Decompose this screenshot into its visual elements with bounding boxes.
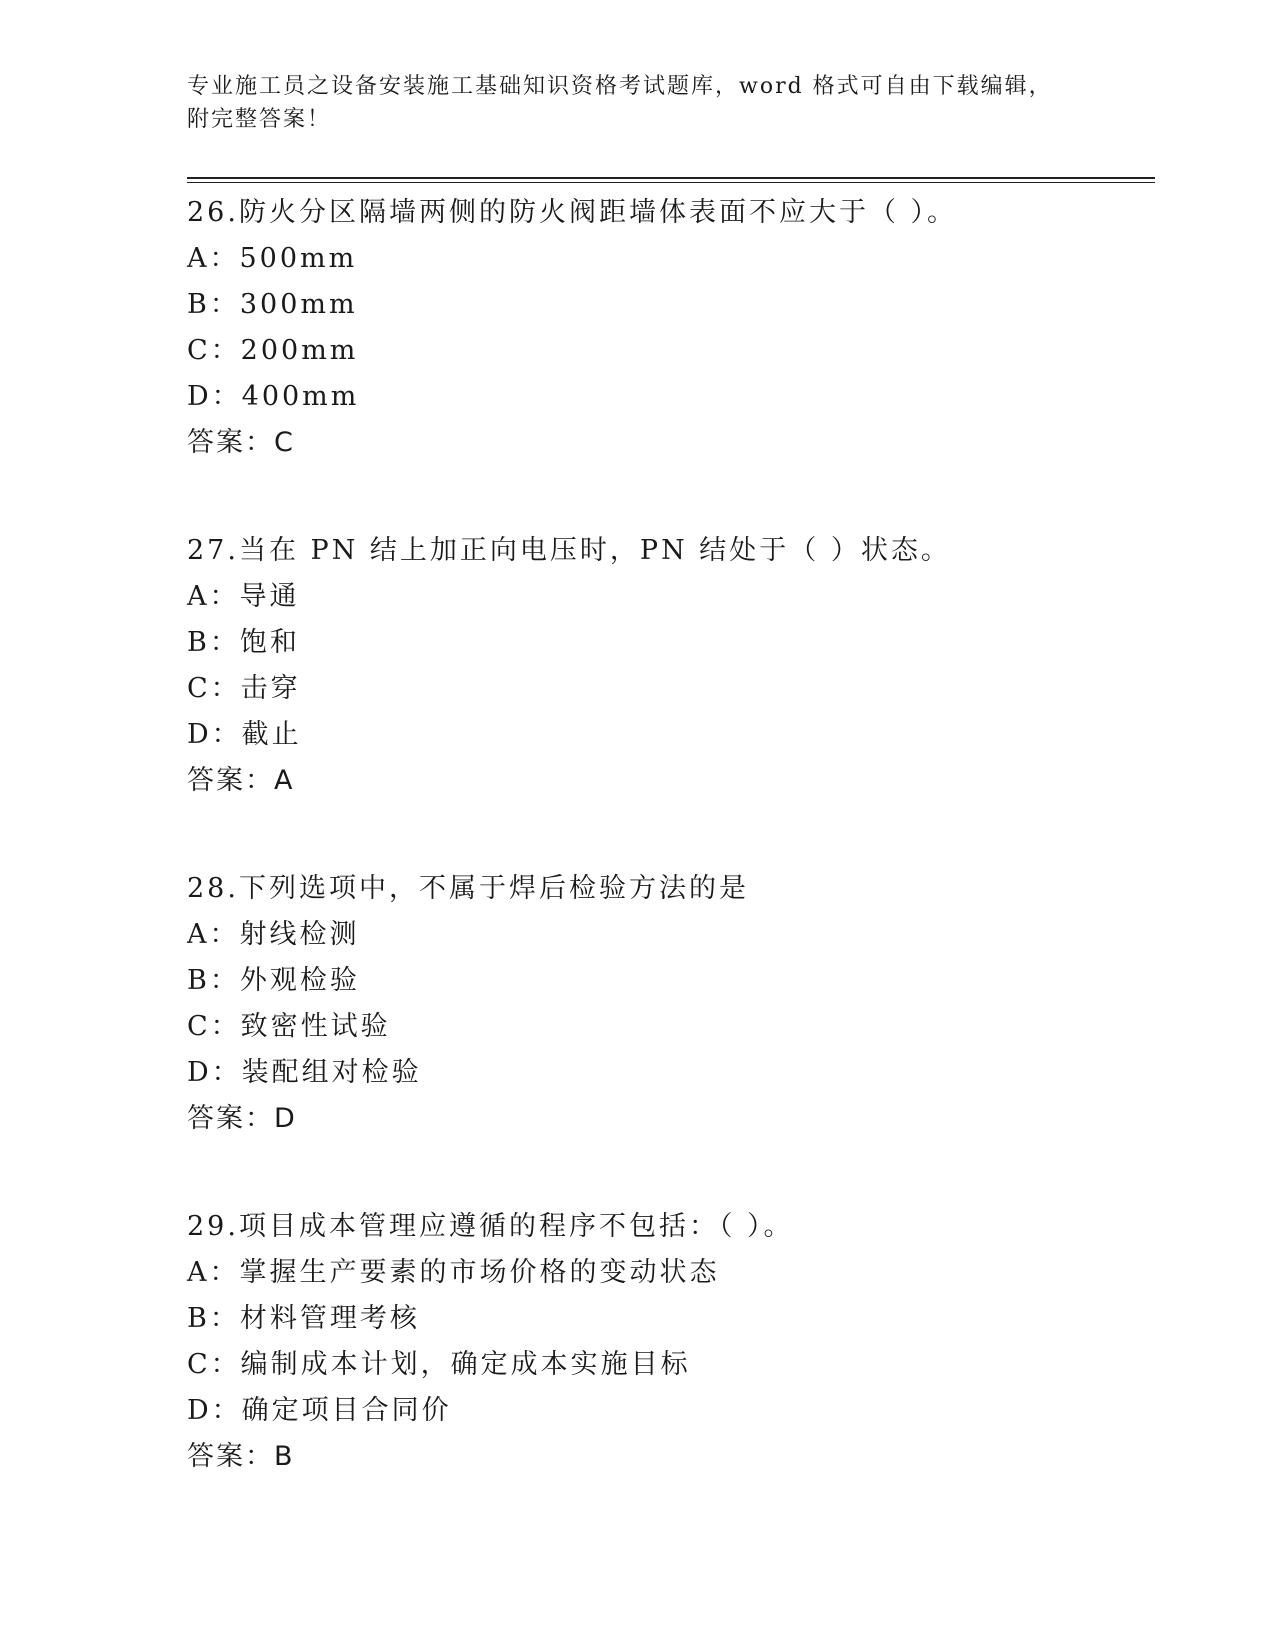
option-d: D：截止	[187, 719, 302, 750]
option-a: A：500mm	[187, 243, 358, 274]
question-29	[187, 1204, 1147, 1480]
option-c: C：致密性试验	[187, 1011, 391, 1042]
question-text: 29.项目成本管理应遵循的程序不包括：（ ）。	[187, 1211, 794, 1242]
option-b: B：300mm	[187, 289, 358, 320]
question-text: 28.下列选项中，不属于焊后检验方法的是	[187, 873, 749, 904]
option-a: A：掌握生产要素的市场价格的变动状态	[187, 1257, 720, 1288]
option-c: C：200mm	[187, 335, 359, 366]
answer: 答案：D	[187, 1103, 297, 1134]
header-divider-thick	[187, 177, 1155, 179]
option-d: D：确定项目合同价	[187, 1395, 452, 1426]
answer: 答案：A	[187, 765, 295, 796]
question-27	[187, 528, 1147, 804]
question-text: 26.防火分区隔墙两侧的防火阀距墙体表面不应大于（ ）。	[187, 197, 958, 228]
answer: 答案：B	[187, 1441, 295, 1472]
option-a: A：导通	[187, 581, 300, 612]
answer: 答案：C	[187, 427, 295, 458]
option-c: C：编制成本计划，确定成本实施目标	[187, 1349, 691, 1380]
question-26	[187, 190, 1147, 466]
header-divider-thin	[187, 182, 1155, 183]
option-b: B：材料管理考核	[187, 1303, 420, 1334]
option-d: D：装配组对检验	[187, 1057, 422, 1088]
option-c: C：击穿	[187, 673, 301, 704]
question-28	[187, 866, 1147, 1142]
option-b: B：外观检验	[187, 965, 360, 996]
header-line-2: 附完整答案！	[187, 107, 332, 132]
option-b: B：饱和	[187, 627, 300, 658]
document-header	[187, 70, 1087, 136]
header-line-1: 专业施工员之设备安装施工基础知识资格考试题库，word 格式可自由下载编辑，	[187, 74, 1053, 99]
question-list	[187, 190, 1147, 1542]
option-d: D：400mm	[187, 381, 360, 412]
option-a: A：射线检测	[187, 919, 360, 950]
question-text: 27.当在 PN 结上加正向电压时，PN 结处于（ ）状态。	[187, 535, 951, 566]
